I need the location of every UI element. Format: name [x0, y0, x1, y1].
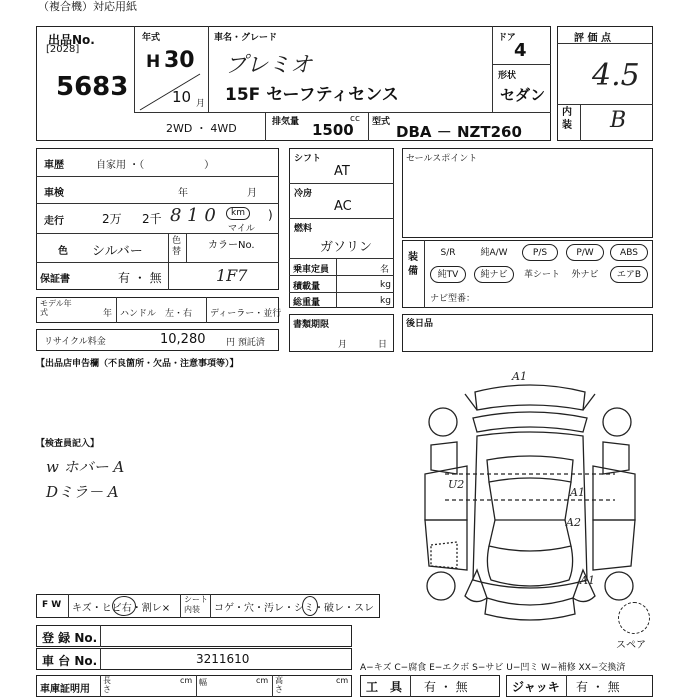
equip-leather: 革シート [523, 270, 560, 280]
fuel-value: ガソリン [320, 240, 373, 255]
capacity-label: 乗車定員 [293, 265, 330, 275]
shift-value: AT [334, 164, 350, 179]
shift-label: シフト [294, 154, 322, 164]
mileage-sen: 2千 [142, 212, 162, 226]
displacement-label: 排気量 [272, 117, 300, 127]
shape-value: セダン [500, 86, 546, 104]
equip-nav: 純ナビ [474, 266, 514, 283]
year-era: H [146, 52, 161, 72]
evaluation-score: 4.5 [592, 58, 640, 93]
spare-tire-icon [618, 602, 650, 634]
color-code-value: 1F7 [216, 266, 248, 285]
equip-pw: P/W [566, 244, 604, 261]
gross-unit: kg [380, 296, 391, 306]
equipment-label: 装備 [408, 252, 418, 277]
car-damage-diagram [405, 370, 655, 640]
year-value: 30 [164, 48, 195, 73]
load-label: 積載量 [293, 282, 321, 292]
recycle-label: リサイクル料金 [44, 337, 106, 347]
diagram-mark-top: A1 [512, 370, 527, 383]
color-label: 色 [58, 246, 68, 257]
model-year-year: 年 [103, 309, 113, 319]
spare-label: スペア [616, 640, 646, 651]
interior-label: 内装 [562, 107, 572, 131]
mileage-mile: マイル [228, 224, 255, 234]
damage-legend: A−キズ C−腐食 E−エクボ S−サビ U−凹ミ W−補修 XX−交換済 [360, 663, 626, 673]
equip-airbag: エアB [610, 266, 648, 283]
model-label: 車名・グレード [214, 33, 278, 43]
after-day-box [402, 314, 653, 352]
diagram-mark-left: U2 [448, 478, 465, 491]
diagram-mark-right-1: A1 [570, 486, 585, 499]
mileage-km: km [226, 207, 250, 220]
cert-label: 車庫証明用 [40, 684, 90, 695]
inspector-label: 【検査員記入】 [36, 439, 100, 449]
mileage-man: 2万 [102, 212, 122, 226]
interior-grade: B [610, 108, 627, 133]
sales-point-label: セールスポイント [406, 154, 478, 164]
color-code-label: カラーNo. [208, 240, 255, 251]
shape-label: 形状 [498, 71, 517, 81]
fw-items: キズ・ヒビ右・割レ× [72, 603, 171, 614]
registration-label: 登 録 No. [42, 631, 98, 645]
capacity-unit: 名 [380, 265, 390, 275]
mileage-bracket: ) [268, 208, 273, 222]
mileage-label: 走行 [44, 216, 64, 227]
drive-label: 2WD ・ 4WD [166, 122, 237, 135]
displacement-unit: cc [350, 114, 360, 124]
ac-value: AC [334, 199, 352, 214]
fw-seat-circle-mark [302, 596, 318, 616]
year-month: 10 [172, 88, 192, 106]
model-name: プレミオ [225, 53, 313, 78]
jack-label: ジャッキ [512, 680, 560, 694]
tools-value: 有 ・ 無 [424, 680, 468, 694]
cert-length-unit: cm [180, 676, 193, 685]
inspection-label: 車検 [44, 188, 64, 199]
warranty-value: 有 ・ 無 [118, 271, 162, 285]
color-change-label: 色替 [172, 236, 182, 257]
model-year-dealer: ディーラー・並行 [210, 309, 282, 319]
diagram-mark-right-2: A2 [566, 516, 581, 529]
diagram-mark-right-3: A1 [580, 574, 595, 587]
history-label: 車歴 [44, 160, 64, 171]
cert-height: 高さ [275, 676, 283, 694]
equip-nav-model: ナビ型番： [430, 294, 476, 304]
chassis-value: 3211610 [196, 652, 250, 666]
mileage-hand: 8 1 0 [170, 205, 216, 226]
equip-abs: ABS [610, 244, 648, 261]
fw-circle-mark [112, 596, 136, 616]
fuel-label: 燃料 [294, 224, 313, 234]
fw-label: F W [42, 600, 62, 610]
doc-deadline-month: 月 [338, 340, 348, 350]
load-unit: kg [380, 280, 391, 290]
cert-width-unit: cm [256, 676, 269, 685]
lot-label: 出品No. [48, 33, 95, 47]
equip-ext-nav: 外ナビ [571, 270, 599, 280]
chassis-label: 車 台 No. [42, 654, 98, 668]
recycle-value: 10,280 [160, 332, 206, 347]
year-label: 年式 [142, 33, 161, 43]
seller-note-label: 【出品店申告欄（不良箇所・欠品・注意事項等）】 [36, 359, 239, 369]
equip-sr: S/R [440, 248, 456, 258]
equip-ps: P/S [522, 244, 558, 261]
color-value: シルバー [92, 244, 143, 259]
gross-label: 総重量 [293, 298, 321, 308]
tools-label: 工 具 [366, 680, 403, 694]
evaluation-label: 評 価 点 [574, 33, 611, 44]
equip-tv: 純TV [430, 266, 466, 283]
fw-seat-items: コゲ・穴・汚レ・シミ・破レ・スレ [214, 603, 374, 614]
inspection-year: 年 [178, 188, 188, 199]
cert-length: 長さ [103, 676, 111, 694]
model-code-value: DBA － NZT260 [396, 123, 522, 141]
model-year-label: モデル年式 [40, 299, 72, 317]
inspector-note-1: w ホバー A [46, 458, 125, 476]
warranty-label: 保証書 [40, 274, 70, 285]
cert-height-unit: cm [336, 676, 349, 685]
inspector-note-2: Dミラ－ A [46, 483, 119, 501]
doc-deadline-day: 日 [378, 340, 388, 350]
doors-value: 4 [514, 40, 527, 61]
doc-deadline-label: 書類期限 [293, 320, 330, 330]
header-caption: （複合機）対応用紙 [38, 0, 137, 13]
displacement-value: 1500 [312, 121, 354, 139]
model-code-label: 型式 [372, 117, 391, 127]
year-month-unit: 月 [196, 99, 206, 109]
recycle-unit: 円 預託済 [226, 338, 265, 348]
equip-alloy-wheel: 純A/W [480, 248, 508, 258]
lot-stamp: [2028] [46, 44, 80, 55]
lot-number: 5683 [56, 72, 129, 102]
history-value: 自家用 ・（ ） [96, 160, 215, 171]
cert-width: 幅 [199, 678, 207, 687]
model-grade: 15F セーフティセンス [225, 85, 399, 105]
jack-value: 有 ・ 無 [576, 680, 620, 694]
doors-label: ドア [498, 33, 516, 43]
after-day-label: 後日品 [406, 319, 434, 329]
fw-seat-label: シート内装 [184, 595, 208, 614]
model-year-handle: ハンドル 左・右 [120, 309, 193, 319]
inspection-month: 月 [247, 188, 257, 199]
ac-label: 冷房 [294, 189, 313, 199]
